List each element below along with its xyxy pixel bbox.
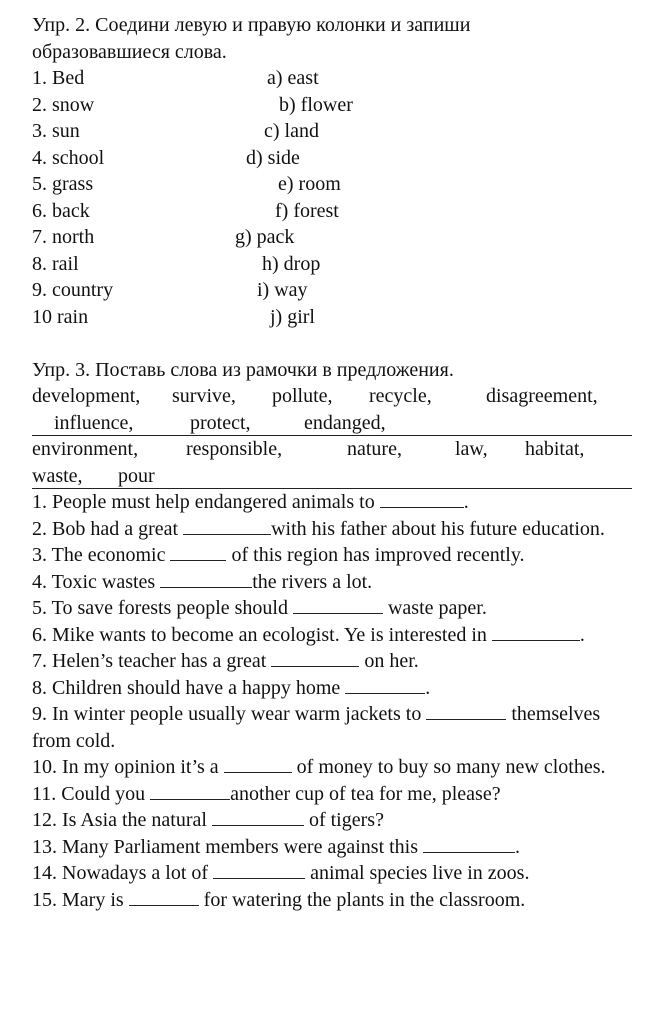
answer-blank[interactable] bbox=[293, 595, 383, 614]
sentence-text: 12. Is Asia the natural bbox=[32, 809, 212, 831]
word-bank-box bbox=[32, 383, 632, 489]
sentence bbox=[32, 860, 632, 887]
match-row bbox=[32, 224, 632, 251]
sentence-text: . bbox=[425, 676, 431, 699]
right-word: h) drop bbox=[262, 252, 321, 275]
sentence bbox=[32, 516, 632, 543]
worksheet bbox=[32, 12, 632, 913]
right-word: i) way bbox=[257, 279, 308, 301]
sentence-text: 11. Could you bbox=[32, 782, 151, 805]
sentence-text: animal species live in zoos. bbox=[305, 862, 530, 884]
word-bank-item: nature, bbox=[347, 438, 402, 460]
sentence-text: 5. To save forests people should bbox=[32, 597, 293, 619]
sentence-text: 1. People must help endangered animals to bbox=[32, 491, 380, 513]
sentence-text: the rivers a lot. bbox=[252, 570, 373, 593]
right-word: a) east bbox=[267, 67, 319, 89]
sentence-text: of tigers? bbox=[303, 809, 384, 831]
answer-blank[interactable] bbox=[183, 516, 271, 535]
word-bank-row bbox=[32, 410, 632, 437]
sentence-text: another cup of tea for me, please? bbox=[230, 782, 501, 805]
right-word: e) room bbox=[278, 173, 341, 195]
left-word: 8. rail bbox=[32, 252, 79, 275]
sentence-text: 4. Toxic wastes bbox=[32, 570, 161, 593]
answer-blank[interactable] bbox=[426, 701, 506, 720]
right-word: c) land bbox=[264, 120, 319, 142]
sentence-text: with his father about his future education. bbox=[271, 517, 605, 540]
sentence bbox=[32, 622, 632, 649]
word-bank-item: endanged, bbox=[304, 411, 386, 434]
exercise-3-heading: Упр. 3. Поставь слова из рамочки в предложения. bbox=[32, 358, 454, 381]
sentence bbox=[32, 648, 632, 675]
left-word: 5. grass bbox=[32, 173, 94, 195]
answer-blank[interactable] bbox=[150, 781, 230, 800]
sentence bbox=[32, 781, 632, 808]
sentence-text: 2. Bob had a great bbox=[32, 517, 184, 540]
word-bank-item: habitat, bbox=[525, 438, 585, 460]
sentence-text: 15. Mary is bbox=[32, 888, 129, 911]
word-bank-item: survive, bbox=[172, 385, 236, 407]
answer-blank[interactable] bbox=[345, 675, 425, 694]
word-bank-item: influence, bbox=[54, 411, 134, 434]
sentence bbox=[32, 834, 632, 861]
match-row bbox=[32, 198, 632, 225]
answer-blank[interactable] bbox=[170, 542, 226, 561]
sentence bbox=[32, 542, 632, 569]
word-bank-item: environment, bbox=[32, 438, 139, 460]
word-bank-item: responsible, bbox=[186, 438, 283, 460]
right-word: d) side bbox=[246, 146, 300, 169]
sentence bbox=[32, 754, 632, 781]
answer-blank[interactable] bbox=[224, 754, 292, 773]
right-word: b) flower bbox=[279, 93, 353, 116]
sentence bbox=[32, 569, 632, 596]
answer-blank[interactable] bbox=[271, 648, 359, 667]
right-word: f) forest bbox=[275, 199, 339, 222]
right-word: g) pack bbox=[235, 226, 295, 248]
word-bank-item: recycle, bbox=[369, 385, 432, 407]
sentence-text: . bbox=[463, 491, 469, 513]
sentence-text: . bbox=[579, 623, 585, 646]
answer-blank[interactable] bbox=[212, 807, 304, 826]
answer-blank[interactable] bbox=[423, 834, 515, 853]
left-word: 10 rain bbox=[32, 305, 89, 328]
word-bank-item: pour bbox=[118, 464, 155, 487]
sentence bbox=[32, 807, 632, 834]
sentence bbox=[32, 489, 632, 516]
word-bank-row bbox=[32, 463, 632, 490]
word-bank-item: disagreement, bbox=[486, 385, 598, 407]
matching-columns bbox=[32, 65, 632, 330]
sentence bbox=[32, 887, 632, 914]
exercise-2-heading-line-1: Упр. 2. Соедини левую и правую колонки и запиши bbox=[32, 14, 471, 36]
match-row bbox=[32, 251, 632, 278]
sentence-text: 10. In my opinion it’s a bbox=[32, 756, 224, 778]
answer-blank[interactable] bbox=[129, 887, 199, 906]
sentence-text: 14. Nowadays a lot of bbox=[32, 862, 214, 884]
sentence-text: 8. Children should have a happy home bbox=[32, 676, 346, 699]
exercise-2-heading-line-2: образовавшиеся слова. bbox=[32, 40, 227, 63]
match-row bbox=[32, 92, 632, 119]
sentence-text: 7. Helen’s teacher has a great bbox=[32, 650, 272, 672]
word-bank-row bbox=[32, 436, 632, 463]
word-bank-item: pollute, bbox=[272, 385, 333, 407]
sentence bbox=[32, 675, 632, 702]
right-word: j) girl bbox=[270, 305, 315, 328]
sentence-list bbox=[32, 489, 632, 913]
word-bank-item: waste, bbox=[32, 464, 83, 487]
sentence-text: of money to buy so many new clothes. bbox=[291, 756, 606, 778]
word-bank-row bbox=[32, 383, 632, 410]
sentence-text: for watering the plants in the classroom. bbox=[198, 888, 526, 911]
word-bank-item: development, bbox=[32, 385, 141, 407]
spacer bbox=[32, 330, 632, 357]
sentence-text: 6. Mike wants to become an ecologist. Ye is interested in bbox=[32, 623, 492, 646]
match-row bbox=[32, 118, 632, 145]
left-word: 6. back bbox=[32, 199, 90, 222]
match-row bbox=[32, 277, 632, 304]
sentence-text: . bbox=[515, 835, 521, 858]
sentence-text: 3. The economic bbox=[32, 544, 171, 566]
left-word: 7. north bbox=[32, 226, 95, 248]
answer-blank[interactable] bbox=[380, 489, 464, 508]
sentence-text: 9. In winter people usually wear warm jackets to bbox=[32, 703, 427, 725]
match-row bbox=[32, 145, 632, 172]
sentence-text: on her. bbox=[359, 650, 419, 672]
left-word: 2. snow bbox=[32, 93, 95, 116]
sentence bbox=[32, 701, 632, 754]
sentence-text: themselves from cold. bbox=[32, 703, 601, 752]
answer-blank[interactable] bbox=[160, 569, 252, 588]
match-row bbox=[32, 171, 632, 198]
sentence-text: of this region has improved recently. bbox=[226, 544, 525, 566]
word-bank-item: protect, bbox=[190, 411, 251, 434]
match-row bbox=[32, 304, 632, 331]
left-word: 9. country bbox=[32, 279, 114, 301]
left-word: 1. Bed bbox=[32, 67, 85, 89]
answer-blank[interactable] bbox=[492, 622, 580, 641]
left-word: 4. school bbox=[32, 146, 105, 169]
sentence-text: waste paper. bbox=[382, 597, 487, 619]
left-word: 3. sun bbox=[32, 120, 80, 142]
sentence bbox=[32, 595, 632, 622]
answer-blank[interactable] bbox=[213, 860, 305, 879]
word-bank-item: law, bbox=[455, 438, 488, 460]
match-row bbox=[32, 65, 632, 92]
sentence-text: 13. Many Parliament members were against this bbox=[32, 835, 424, 858]
